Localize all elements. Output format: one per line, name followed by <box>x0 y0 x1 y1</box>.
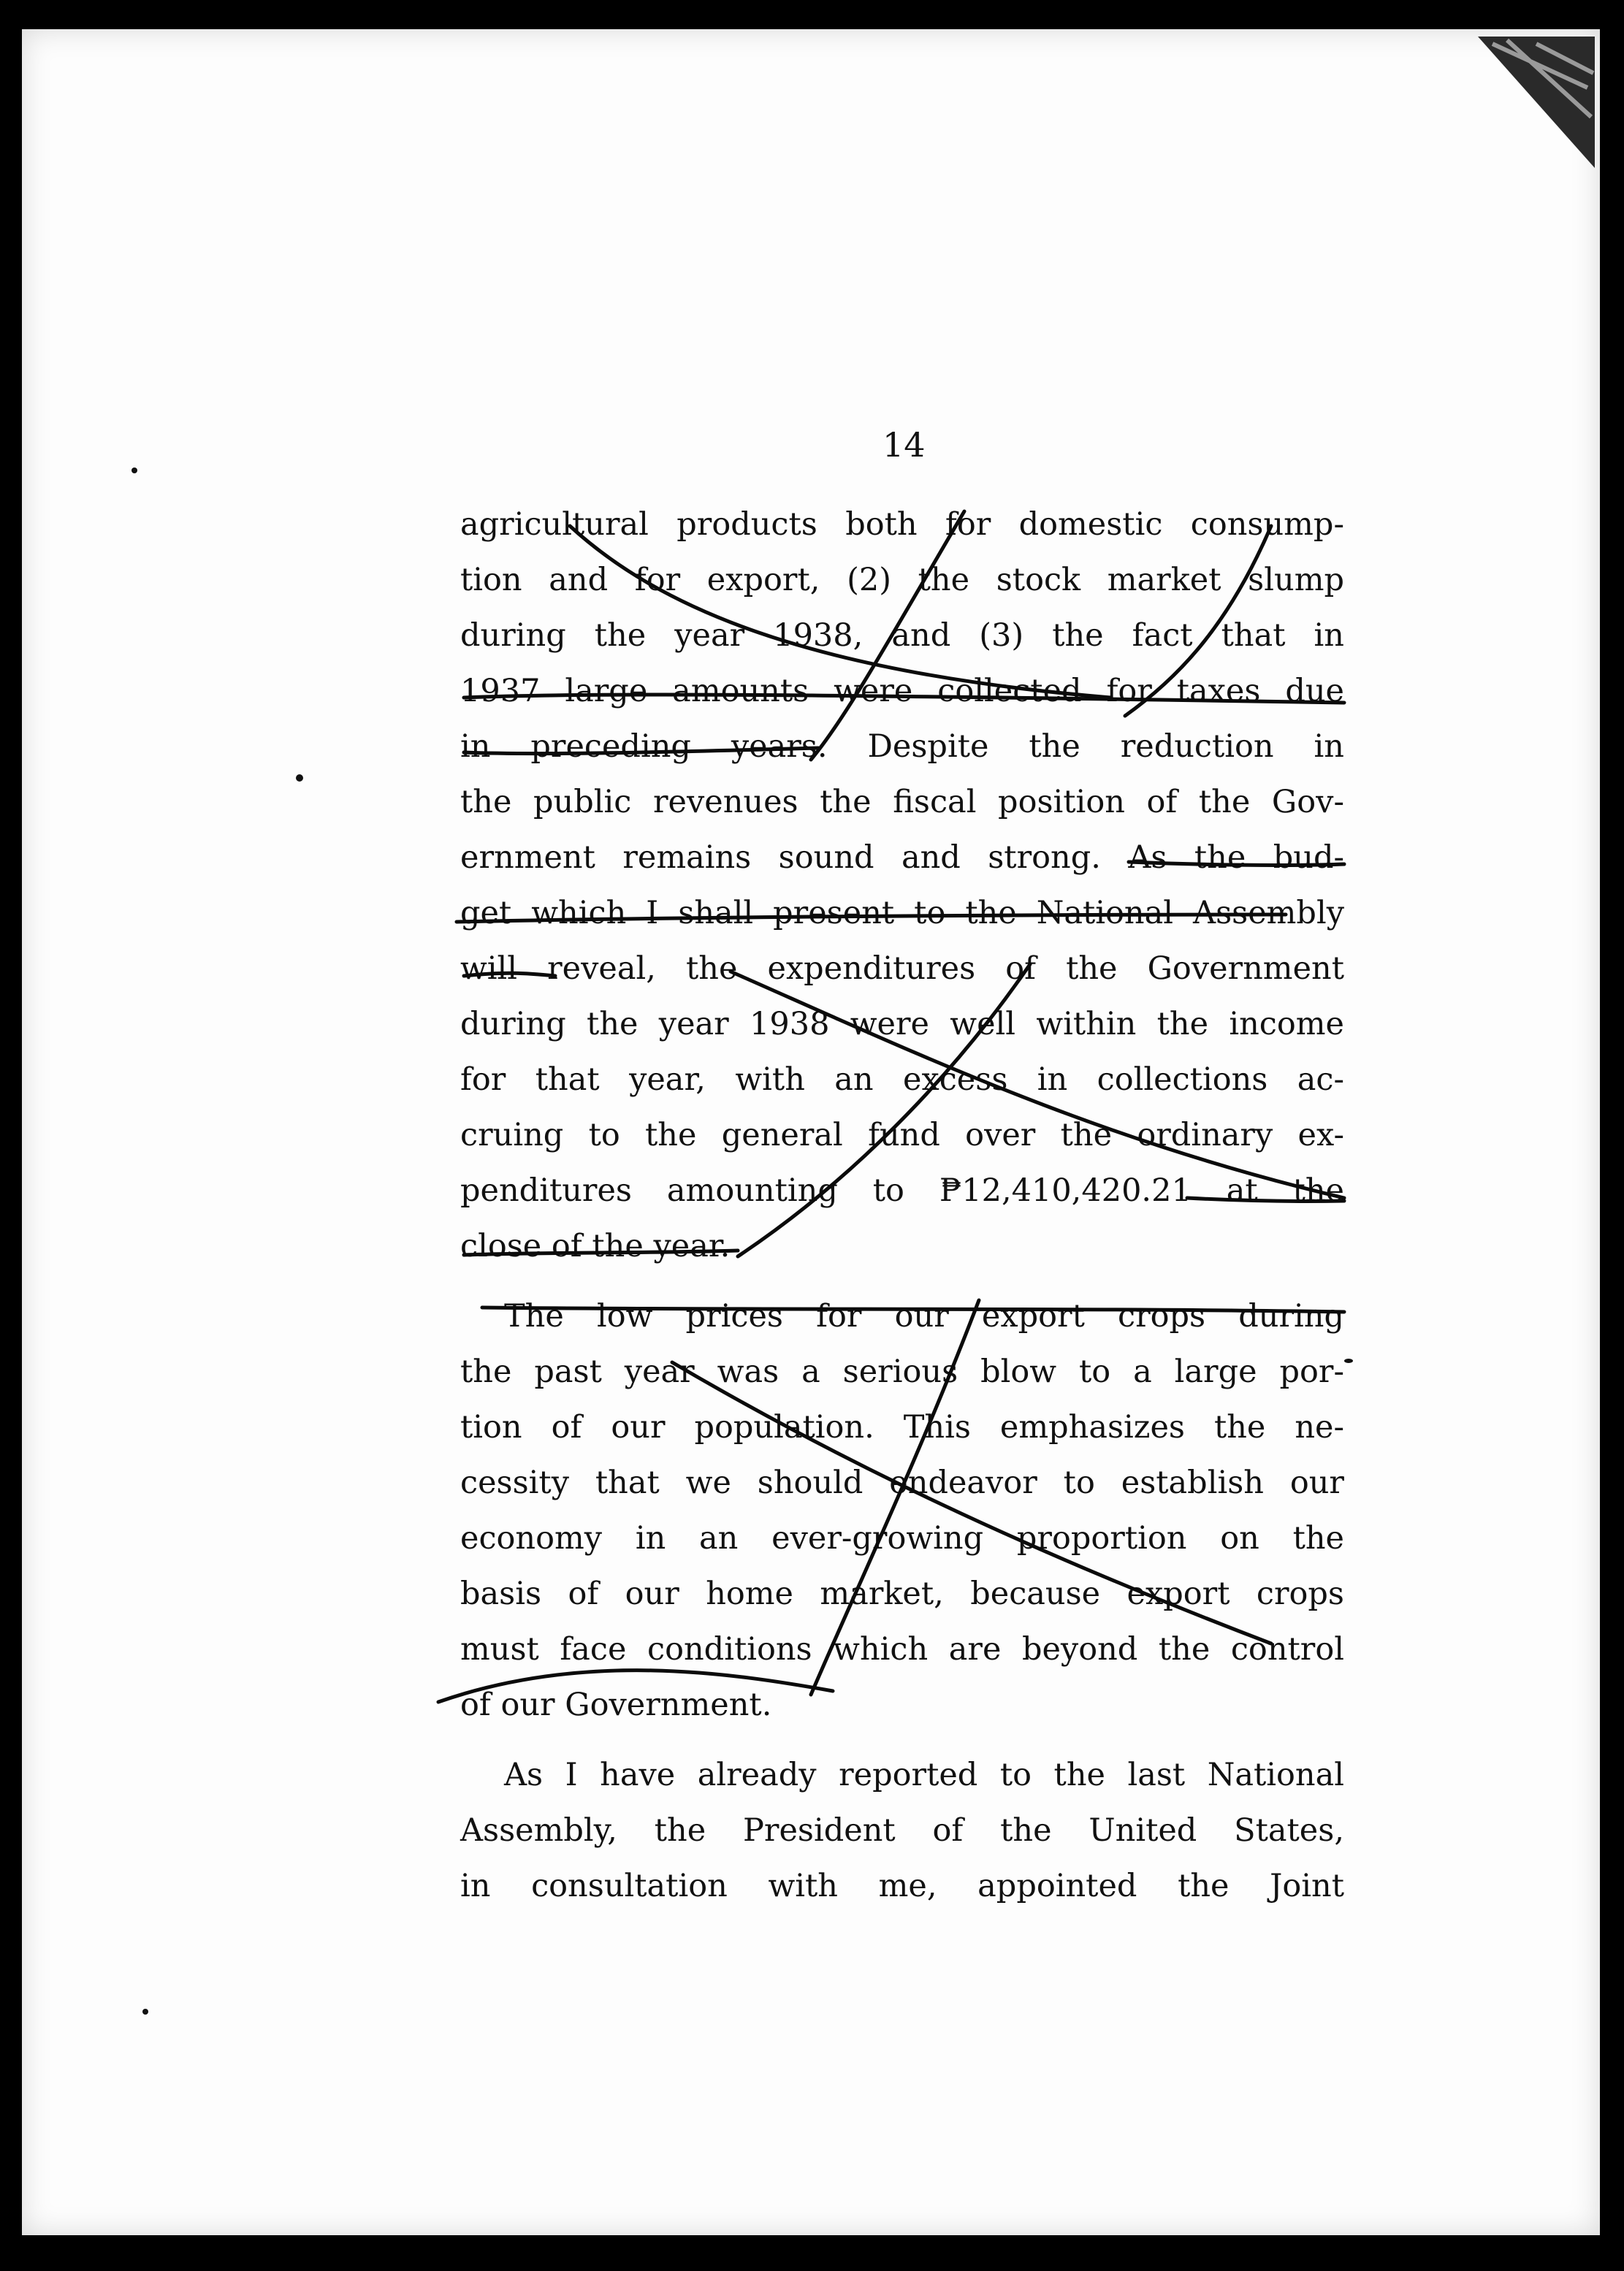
scuff-mark <box>296 774 303 782</box>
text-line: in preceding years. Despite the reduction in <box>460 728 1344 765</box>
text-line: Assembly, the President of the United States, <box>460 1812 1344 1849</box>
text-line: tion and for export, (2) the stock market slump <box>460 562 1344 598</box>
text-line: cessity that we should endeavor to establish our <box>460 1465 1344 1501</box>
paragraph-gap <box>460 1274 1344 1289</box>
text-line: close of the year. <box>460 1228 731 1264</box>
text-line: economy in an ever-growing proportion on the <box>460 1520 1344 1557</box>
text-line: cruing to the general fund over the ordinary ex- <box>460 1117 1344 1153</box>
text-line: agricultural products both for domestic consump- <box>460 506 1344 543</box>
text-line: in consultation with me, appointed the Joint <box>460 1868 1344 1904</box>
paragraph-gap <box>460 1733 1344 1747</box>
damaged-corner <box>1449 29 1602 175</box>
text-line: basis of our home market, because export crops <box>460 1576 1344 1612</box>
text-line: must face conditions which are beyond the control <box>460 1631 1344 1668</box>
text-line: the past year was a serious blow to a large por- <box>460 1354 1344 1390</box>
text-line: 1937 large amounts were collected for taxes due <box>460 673 1344 709</box>
text-line: penditures amounting to ₱12,410,420.21 at the <box>460 1172 1344 1209</box>
page-number: 14 <box>882 425 926 465</box>
body-text <box>460 497 1344 1914</box>
text-line: during the year 1938, and (3) the fact that in <box>460 617 1344 654</box>
scuff-mark <box>1344 1359 1353 1363</box>
text-line: of our Government. <box>460 1687 772 1723</box>
text-line: tion of our population. This emphasizes the ne- <box>460 1409 1344 1446</box>
text-line: As I have already reported to the last National <box>504 1757 1344 1793</box>
text-line: during the year 1938 were well within the income <box>460 1006 1344 1042</box>
scuff-mark <box>131 467 137 473</box>
text-line: The low prices for our export crops during <box>504 1298 1344 1335</box>
text-line: for that year, with an excess in collections ac- <box>460 1061 1344 1098</box>
text-line: will reveal, the expenditures of the Government <box>460 950 1344 987</box>
text-line: get which I shall present to the National Assembly <box>460 895 1344 931</box>
text-line: ernment remains sound and strong. As the bud- <box>460 839 1344 876</box>
text-line: the public revenues the fiscal position of the Gov- <box>460 784 1344 820</box>
scuff-mark <box>142 2009 148 2015</box>
